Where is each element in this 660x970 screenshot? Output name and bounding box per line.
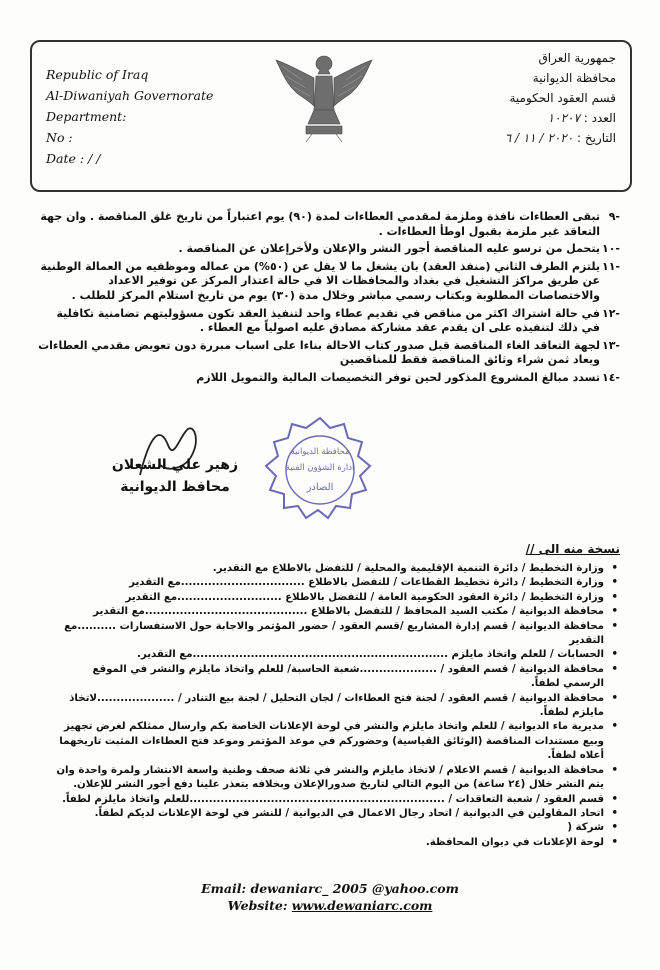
copy-entry: • شركة ( bbox=[52, 821, 618, 835]
condition-item bbox=[36, 260, 620, 304]
letterhead-english bbox=[46, 64, 213, 169]
signatory-title: محافظ الديوانية bbox=[120, 479, 230, 495]
country-en: Republic of Iraq bbox=[46, 67, 149, 82]
website-label: Website: bbox=[227, 898, 288, 913]
condition-text: تبقى العطاءات نافذة وملزمة لمقدمي العطاءات لمدة (٩٠) يوم اعتباراً من تاريخ غلق المناقصة . وان جهة التعاقد غير ملزمة بقبول اوطأ العطاءات . bbox=[40, 210, 600, 238]
signatory-name: زهير علي الشعلان bbox=[111, 457, 239, 473]
official-stamp bbox=[262, 414, 378, 526]
condition-item bbox=[36, 339, 620, 368]
copy-to-list bbox=[52, 562, 618, 850]
condition-number: -١٤ bbox=[601, 370, 620, 384]
governorate-en: Al-Diwaniyah Governorate bbox=[46, 88, 214, 103]
number-label: العدد : bbox=[583, 111, 616, 125]
copy-entry: • مديرية ماء الديوانية / للعلم واتخاذ مايلزم والنشر في لوحة الإعلانات الخاصة بكم وارسال ممثلكم لغرض تجهيز وبيع مستندات المناقصة (الوثائق القياسية) وحضوركم في موعد المؤتمر وموعد فتح العطاءات المثبت تاريخهما أعلاه لطفاً. bbox=[52, 720, 618, 763]
number-value: ١٠٢٠٧ bbox=[547, 111, 580, 125]
stamp-line-1: محافظة الديوانية bbox=[290, 447, 350, 457]
condition-text: تسدد مبالغ المشروع المذكور لحين توفر التخصيصات المالية والتمويل اللازم bbox=[196, 370, 600, 384]
date-value: ٢٠٢٠ / ١١ / ٦ bbox=[504, 131, 574, 145]
date-en: Date : / / bbox=[46, 151, 101, 166]
copy-to-title: نسخة منه الى // bbox=[525, 542, 620, 556]
email-address[interactable]: dewaniarc_ 2005 @yahoo.com bbox=[250, 881, 459, 896]
copy-entry: • محافظة الديوانية / قسم الاعلام / لاتخاذ مايلزم والنشر في ثلاثة صحف وطنية واسعة الانتشار ولمرة واحدة وان يتم النشر خلال (٢٤ ساعة) من اليوم التالي لتاريخ صدورالإعلان وبخلافه يتعذر علينا دفع أجور النشر للإعلان. bbox=[52, 764, 618, 793]
copy-entry: • محافظة الديوانية / قسم إدارة المشاريع /قسم العقود / حضور المؤتمر والاجابة حول الاستفسارات ..........مع التقدير bbox=[52, 620, 618, 649]
condition-item bbox=[36, 307, 620, 336]
copy-entry: • محافظة الديوانية / مكتب السيد المحافظ / للتفضل بالاطلاع ..........................................مع التقدير bbox=[52, 605, 618, 619]
copy-entry: • وزارة التخطيط / دائرة تخطيط القطاعات / للتفضل بالاطلاع ................................مع التقدير bbox=[52, 576, 618, 590]
condition-item bbox=[36, 371, 620, 386]
email-label: Email: bbox=[201, 881, 247, 896]
contact-footer bbox=[0, 880, 660, 914]
copy-entry: • وزارة التخطيط / دائرة العقود الحكومية العامة / للتفضل بالاطلاع ...........................مع التقدير bbox=[52, 591, 618, 605]
copy-entry: • قسم العقود / شعبة التعاقدات / ..................................................................للعلم واتخاذ مايلزم لطفاً. bbox=[52, 793, 618, 807]
condition-number: -٩ bbox=[608, 210, 620, 223]
copy-entry: • الحسابات / للعلم واتخاذ مايلزم ..................................................................مع التقدير. bbox=[52, 648, 618, 662]
condition-number: -١٣ bbox=[601, 338, 620, 352]
date-label: التاريخ : bbox=[576, 131, 616, 145]
signature-block bbox=[100, 454, 250, 498]
number-en: No : bbox=[46, 130, 73, 145]
copy-entry: • محافظة الديوانية / قسم العقود / لجنة فتح العطاءات / لجان التحليل / لجنة بيع التنادر / ....................لاتخاذ مايلزم لطفاً. bbox=[52, 692, 618, 721]
letterhead-arabic bbox=[456, 48, 616, 148]
governorate-ar: محافظة الديوانية bbox=[532, 71, 616, 85]
department-en: Department: bbox=[46, 109, 127, 124]
condition-item bbox=[36, 210, 620, 239]
condition-text: في حالة اشتراك اكثر من مناقص في تقديم عطاء واحد لتنفيذ العقد تكون مسؤوليتهم تضامنية تكافلية في ذلك لتنفيذه على ان يقدم عقد مشاركة مصادق عليه اصولياً مع العطاء . bbox=[56, 306, 600, 335]
condition-number: -١٢ bbox=[601, 306, 620, 320]
copy-entry: • لوحة الإعلانات في ديوان المحافظة. bbox=[52, 836, 618, 850]
copy-entry: • وزارة التخطيط / دائرة التنمية الإقليمية والمحلية / للتفضل بالاطلاع مع التقدير. bbox=[52, 562, 618, 576]
copy-entry: • محافظة الديوانية / قسم العقود / ....................شعبة الحاسبة/ للعلم واتخاذ مايلزم والنشر في الموقع الرسمي لطفاً. bbox=[52, 663, 618, 692]
copy-entry: • اتحاد المقاولين في الديوانية / اتحاد رجال الاعمال في الديوانية / للنشر في لوحة الإعلانات لديكم لطفاً. bbox=[52, 807, 618, 821]
condition-text: يلتزم الطرف الثاني (منفذ العقد) بان يشغل ما لا يقل عن (٥٠%) من عماله وموظفيه من العمالة الوطنية عن طريق مراكز التشغيل في بغداد والمحافظات الا في حالة اعتذار المركز عن توفير الاعداد والاختصاصات المطلوبة وبكتاب رسمي مباشر وخلال مدة (٣٠) يوم من تاريخ استلام المركز للطلب . bbox=[40, 259, 600, 302]
condition-text: لجهة التعاقد الغاء المناقصة قبل صدور كتاب الاحالة بناءا على اسباب مبررة دون تعويض مقدمي العطاءات ويعاد ثمن شراء وثائق المناقصة فقط للمناقصين bbox=[38, 338, 600, 367]
condition-item bbox=[36, 242, 620, 257]
condition-number: -١٠ bbox=[601, 242, 620, 256]
condition-text: يتحمل من ترسو عليه المناقصة أجور النشر والإعلان ولأخرإعلان عن المناقصة . bbox=[178, 242, 600, 256]
email-line bbox=[0, 880, 660, 897]
conditions-list bbox=[36, 210, 620, 389]
stamp-line-3: الصادر bbox=[306, 482, 334, 493]
website-link[interactable]: www.dewaniarc.com bbox=[291, 898, 433, 913]
iraq-eagle-emblem bbox=[272, 50, 376, 146]
country-ar: جمهورية العراق bbox=[538, 51, 616, 65]
website-line bbox=[0, 897, 660, 914]
department-ar: قسم العقود الحكومية bbox=[509, 91, 616, 105]
stamp-line-2: ادارة الشؤون الفنية bbox=[285, 463, 355, 473]
condition-number: -١١ bbox=[601, 259, 620, 273]
reference-number bbox=[456, 108, 616, 128]
reference-date bbox=[456, 128, 616, 148]
